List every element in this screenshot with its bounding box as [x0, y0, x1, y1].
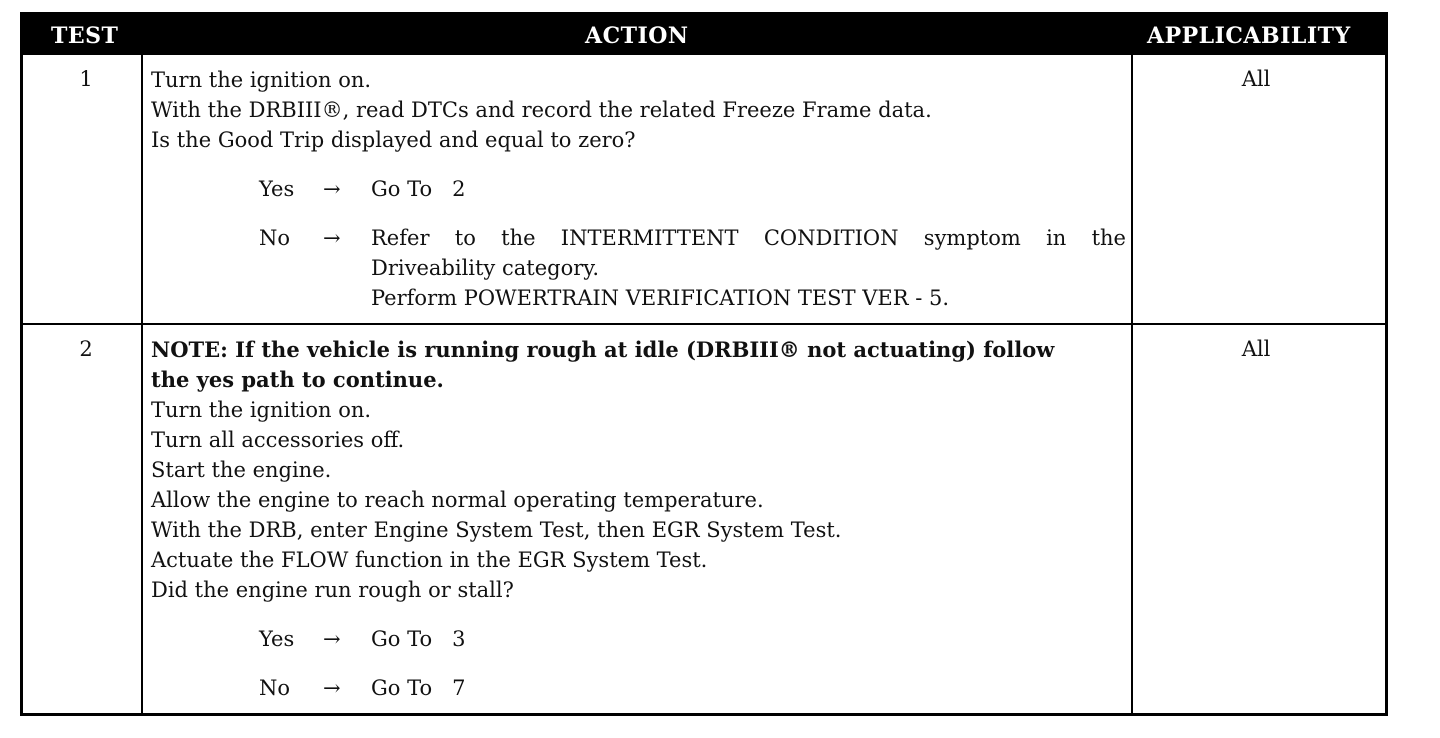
- action-cell: [151, 65, 1131, 313]
- action-line: Turn the ignition on.: [151, 68, 372, 92]
- header-action: ACTION: [585, 23, 689, 49]
- column-divider-action: [1131, 55, 1133, 713]
- column-divider-test: [141, 55, 143, 713]
- result-line: Refer to the INTERMITTENT CONDITION symptom in the: [371, 226, 1126, 250]
- arrow-icon: →: [323, 676, 341, 700]
- answer-no: [151, 223, 1131, 313]
- answer-result: Go To 7: [371, 676, 466, 700]
- action-line: Start the engine.: [151, 458, 332, 482]
- action-cell: [151, 335, 1131, 703]
- answer-label: Yes: [259, 627, 295, 651]
- diagnostic-table: [20, 12, 1388, 716]
- action-line: With the DRB, enter Engine System Test, then EGR System Test.: [151, 518, 842, 542]
- answer-yes: [151, 174, 1131, 204]
- action-line: Did the engine run rough or stall?: [151, 578, 514, 602]
- answer-yes: [151, 624, 1131, 654]
- action-line: Allow the engine to reach normal operating temperature.: [151, 488, 764, 512]
- result-line: Perform POWERTRAIN VERIFICATION TEST VER - 5.: [371, 286, 950, 310]
- action-line: With the DRBIII®, read DTCs and record the related Freeze Frame data.: [151, 98, 932, 122]
- answer-result: Go To 3: [371, 627, 466, 651]
- arrow-icon: →: [323, 177, 341, 201]
- answer-label: No: [259, 676, 291, 700]
- answer-label: No: [259, 226, 291, 250]
- test-number: 2: [79, 337, 93, 361]
- test-number: 1: [79, 67, 93, 91]
- header-applicability: APPLICABILITY: [1147, 23, 1351, 49]
- answer-result: [371, 223, 1126, 313]
- note-line: NOTE: If the vehicle is running rough at idle (DRBIII® not actuating) follow: [151, 337, 1055, 362]
- answer-no: [151, 673, 1131, 703]
- applicability-value: All: [1241, 337, 1271, 361]
- action-line: Turn all accessories off.: [151, 428, 405, 452]
- action-line: Is the Good Trip displayed and equal to zero?: [151, 128, 636, 152]
- row-divider: [23, 323, 1385, 325]
- table-header: [23, 15, 1385, 55]
- note-line: the yes path to continue.: [151, 367, 444, 392]
- answer-label: Yes: [259, 177, 295, 201]
- result-line: Driveability category.: [371, 256, 599, 280]
- applicability-value: All: [1241, 67, 1271, 91]
- arrow-icon: →: [323, 226, 341, 250]
- header-test: TEST: [51, 23, 119, 49]
- action-line: Actuate the FLOW function in the EGR System Test.: [151, 548, 708, 572]
- arrow-icon: →: [323, 627, 341, 651]
- answer-result: Go To 2: [371, 177, 466, 201]
- action-line: Turn the ignition on.: [151, 398, 372, 422]
